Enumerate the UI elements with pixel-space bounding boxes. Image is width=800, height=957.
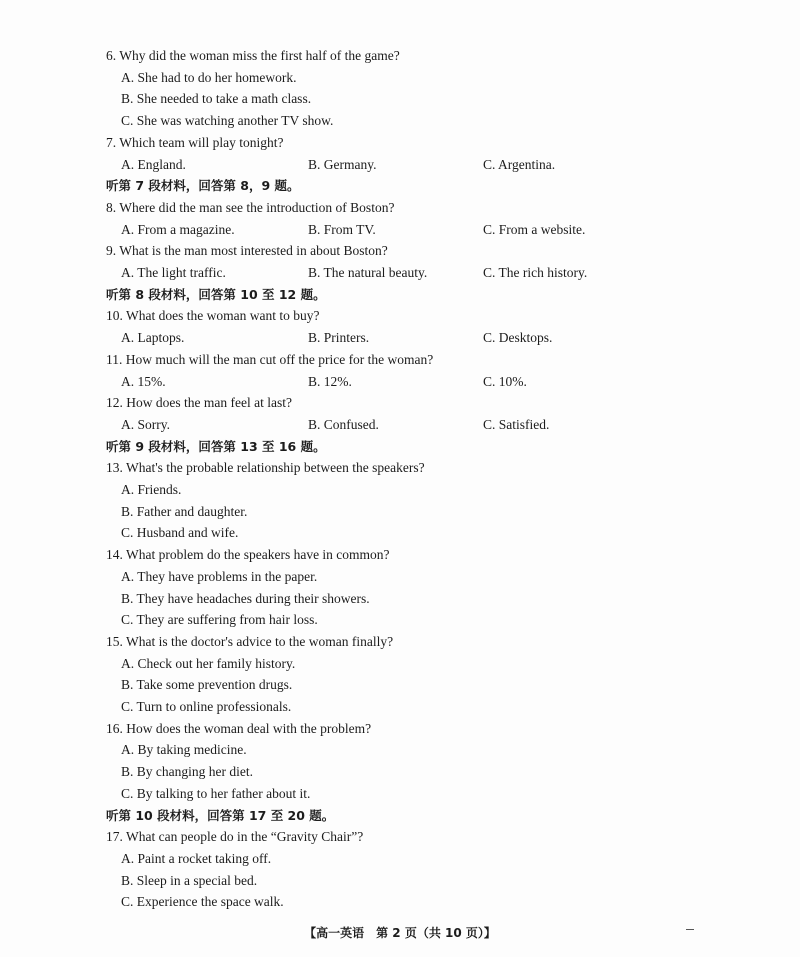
option-6c: C. She was watching another TV show. <box>121 113 334 129</box>
option-17b: B. Sleep in a special bed. <box>121 872 258 888</box>
question-17: 17. What can people do in the “Gravity Chair”? <box>106 829 364 845</box>
section-heading-7: 听第 7 段材料，回答第 8，9 题。 <box>106 178 300 194</box>
option-14b: B. They have headaches during their showers. <box>121 590 370 606</box>
option-15b: B. Take some prevention drugs. <box>121 677 293 693</box>
option-17a: A. Paint a rocket taking off. <box>121 850 272 866</box>
option-9c: C. The rich history. <box>483 265 588 280</box>
option-13b: B. Father and daughter. <box>121 503 248 519</box>
option-6b: B. She needed to take a math class. <box>121 91 312 107</box>
option-7a: A. England. <box>121 156 186 172</box>
option-10c: C. Desktops. <box>483 330 553 346</box>
option-10a: A. Laptops. <box>121 330 185 346</box>
option-12b: B. Confused. <box>308 416 379 432</box>
question-11: 11. How much will the man cut off the price for the woman? <box>106 351 434 367</box>
question-12: 12. How does the man feel at last? <box>106 395 292 411</box>
option-16a: A. By taking medicine. <box>121 742 247 758</box>
option-8c: C. From a website. <box>483 221 586 237</box>
section-heading-9: 听第 9 段材料，回答第 13 至 16 题。 <box>106 438 326 454</box>
option-8a: A. From a magazine. <box>121 221 235 237</box>
question-10: 10. What does the woman want to buy? <box>106 308 320 324</box>
option-11a: A. 15%. <box>121 373 166 389</box>
question-15: 15. What is the doctor's advice to the woman finally? <box>106 633 394 649</box>
option-10b: B. Printers. <box>308 330 370 346</box>
option-7b: B. Germany. <box>308 156 377 172</box>
option-15a: A. Check out her family history. <box>121 655 296 671</box>
option-13c: C. Husband and wife. <box>121 525 239 541</box>
option-15c: C. Turn to online professionals. <box>121 699 292 714</box>
section-heading-8: 听第 8 段材料，回答第 10 至 12 题。 <box>106 286 326 302</box>
option-6a: A. She had to do her homework. <box>121 69 297 85</box>
question-8: 8. Where did the man see the introduction of Boston? <box>106 199 395 215</box>
page-footer: 【高一英语 第 2 页（共 10 页）】 <box>304 926 496 940</box>
option-7c: C. Argentina. <box>483 156 556 172</box>
question-7: 7. Which team will play tonight? <box>106 134 284 150</box>
question-14: 14. What problem do the speakers have in common? <box>106 547 390 563</box>
question-6: 6. Why did the woman miss the first half of the game? <box>106 48 400 63</box>
option-16c: C. By talking to her father about it. <box>121 785 311 801</box>
option-12a: A. Sorry. <box>121 416 170 432</box>
question-13: 13. What's the probable relationship between the speakers? <box>106 460 425 476</box>
option-17c: C. Experience the space walk. <box>121 894 284 910</box>
option-14a: A. They have problems in the paper. <box>121 568 318 584</box>
option-9b: B. The natural beauty. <box>308 265 428 280</box>
option-12c: C. Satisfied. <box>483 416 550 432</box>
section-heading-10: 听第 10 段材料，回答第 17 至 20 题。 <box>106 807 335 823</box>
option-14c: C. They are suffering from hair loss. <box>121 612 318 628</box>
option-11c: C. 10%. <box>483 373 527 389</box>
option-16b: B. By changing her diet. <box>121 764 253 780</box>
option-13a: A. Friends. <box>121 482 182 497</box>
scan-mark <box>686 929 694 930</box>
option-8b: B. From TV. <box>308 221 376 237</box>
question-16: 16. How does the woman deal with the problem? <box>106 720 372 736</box>
question-9: 9. What is the man most interested in about Boston? <box>106 243 388 259</box>
option-11b: B. 12%. <box>308 373 352 389</box>
option-9a: A. The light traffic. <box>121 265 226 280</box>
